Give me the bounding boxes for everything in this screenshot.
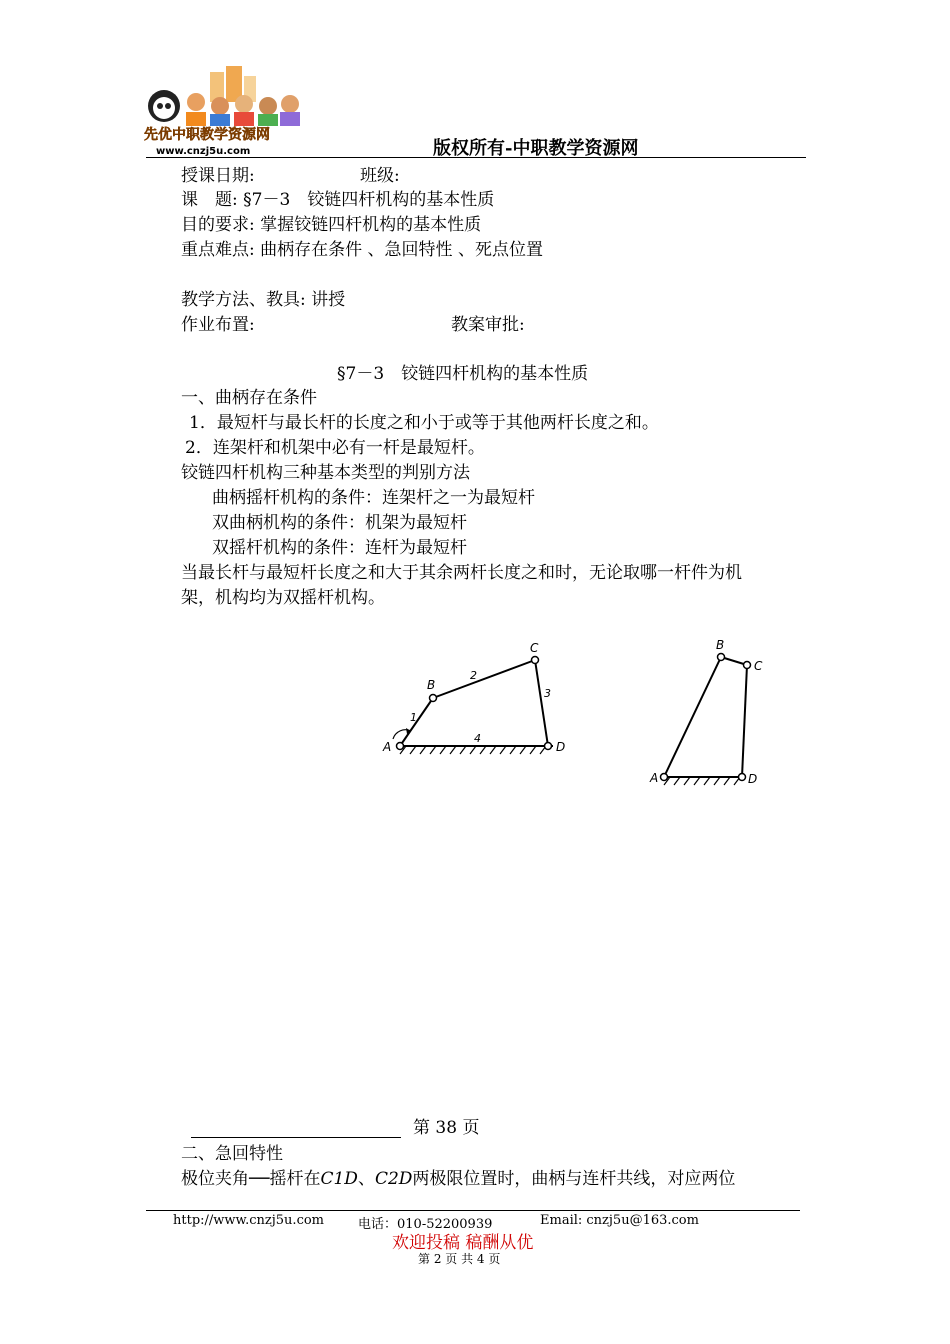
logo-url: www.cnzj5u.com bbox=[156, 146, 251, 157]
page-number-rule bbox=[191, 1137, 401, 1138]
fig1-label-a: A bbox=[383, 740, 392, 754]
fig2-label-d: D bbox=[748, 772, 758, 786]
fig1-label-d: D bbox=[556, 740, 566, 754]
quick-return-text bbox=[181, 1167, 735, 1191]
type-double-rocker: 双摇杆机构的条件：连杆为最短杆 bbox=[212, 538, 467, 558]
fig2-label-b: B bbox=[716, 638, 725, 652]
footer-slogan: 欢迎投稿 稿酬从优 bbox=[392, 1233, 534, 1253]
fig1-link-4: 4 bbox=[474, 732, 481, 745]
footer-email[interactable]: Email: cnzj5u@163.com bbox=[540, 1213, 699, 1228]
linkage-figure-1 bbox=[378, 635, 578, 767]
type-double-crank: 双曲柄机构的条件：机架为最短杆 bbox=[212, 513, 467, 533]
note-line-2: 架，机构均为双摇杆机构。 bbox=[181, 588, 385, 608]
footer-url[interactable]: http://www.cnzj5u.com bbox=[173, 1213, 324, 1228]
qr-c1d: C1D bbox=[320, 1169, 358, 1189]
date-label: 授课日期: bbox=[181, 166, 255, 186]
heading-quick-return: 二、急回特性 bbox=[181, 1144, 283, 1164]
class-label: 班级: bbox=[360, 166, 400, 186]
lesson-methods: 教学方法、教具: 讲授 bbox=[181, 290, 346, 310]
fig1-link-1: 1 bbox=[410, 711, 417, 724]
fig1-link-2: 2 bbox=[470, 669, 477, 682]
site-logo bbox=[140, 66, 310, 158]
type-crank-rocker: 曲柄摇杆机构的条件：连架杆之一为最短杆 bbox=[212, 488, 535, 508]
section-title: §7－3 铰链四杆机构的基本性质 bbox=[337, 364, 589, 384]
qr-pre: 极位夹角──摇杆在 bbox=[181, 1169, 321, 1189]
footer-page-info: 第 2 页 共 4 页 bbox=[418, 1252, 501, 1266]
fig2-label-c: C bbox=[754, 659, 763, 673]
fig1-label-c: C bbox=[530, 641, 539, 655]
qr-c2d: C2D bbox=[374, 1169, 413, 1189]
condition-2: 2．连架杆和机架中必有一杆是最短杆。 bbox=[185, 438, 485, 458]
footer-divider bbox=[146, 1210, 800, 1211]
review-label: 教案审批: bbox=[451, 315, 525, 335]
header-divider bbox=[146, 157, 806, 158]
note-line-1: 当最长杆与最短杆长度之和大于其余两杆长度之和时，无论取哪一杆件为机 bbox=[181, 563, 742, 583]
lesson-goal: 目的要求: 掌握铰链四杆机构的基本性质 bbox=[181, 215, 482, 235]
lesson-topic: 课 题: §7－3 铰链四杆机构的基本性质 bbox=[181, 190, 495, 210]
fig2-label-a: A bbox=[650, 771, 659, 785]
lesson-key-points: 重点难点: 曲柄存在条件 、急回特性 、死点位置 bbox=[181, 240, 543, 260]
logo-text: 先优中职教学资源网 bbox=[144, 127, 270, 143]
qr-sep: 、 bbox=[357, 1169, 375, 1189]
qr-post: 两极限位置时，曲柄与连杆共线，对应两位 bbox=[412, 1169, 736, 1189]
condition-1: 1．最短杆与最长杆的长度之和小于或等于其他两杆长度之和。 bbox=[189, 413, 659, 433]
fig1-label-b: B bbox=[427, 678, 436, 692]
heading-crank-condition: 一、曲柄存在条件 bbox=[181, 388, 317, 408]
fig1-link-3: 3 bbox=[544, 687, 551, 700]
linkage-figure-2 bbox=[646, 635, 776, 795]
page-number: 第 38 页 bbox=[413, 1118, 480, 1138]
header-title: 版权所有-中职教学资源网 bbox=[433, 138, 639, 159]
types-title: 铰链四杆机构三种基本类型的判别方法 bbox=[181, 463, 470, 483]
homework-label: 作业布置: bbox=[181, 315, 255, 335]
footer-phone: 电话：010-52200939 bbox=[358, 1217, 493, 1232]
